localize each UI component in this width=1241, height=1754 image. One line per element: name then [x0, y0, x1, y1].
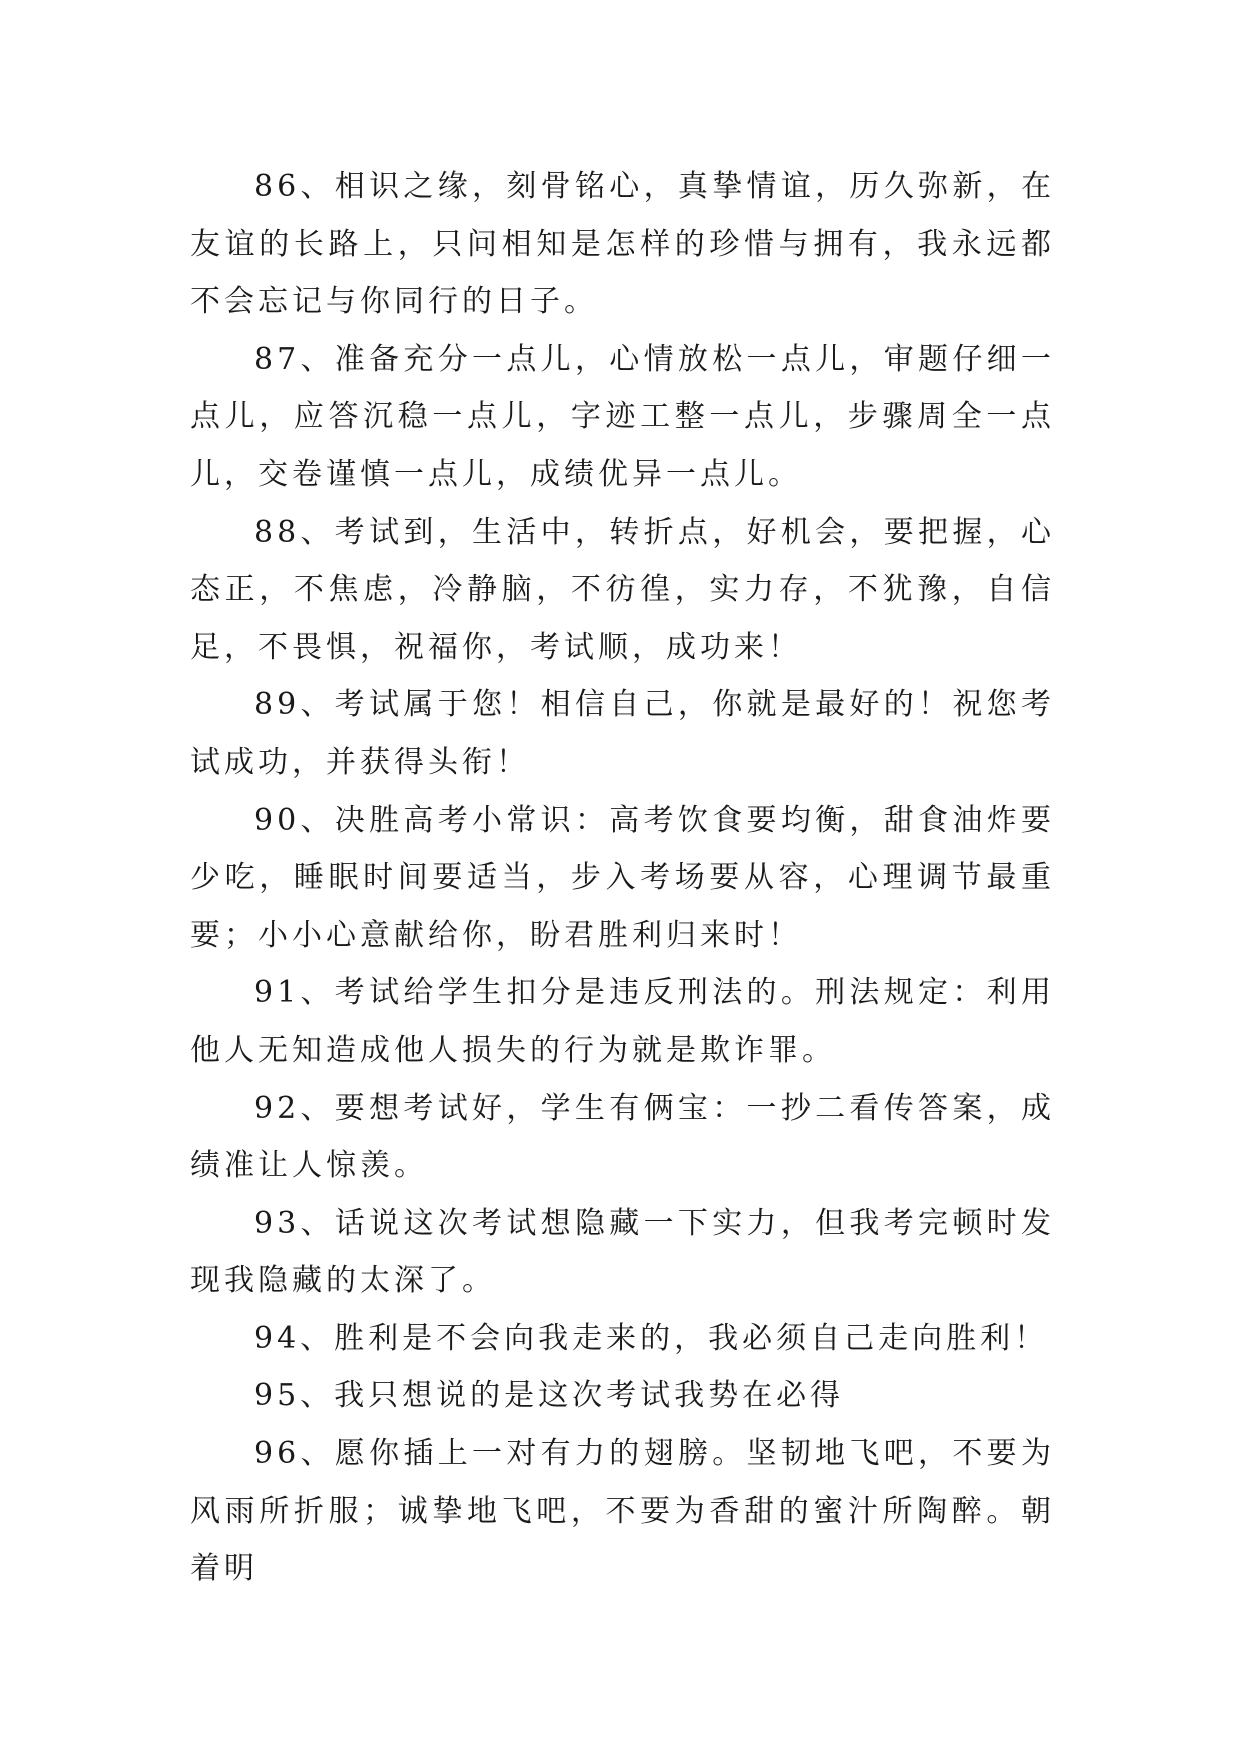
- paragraph-93: 93、话说这次考试想隐藏一下实力，但我考完顿时发现我隐藏的太深了。: [190, 1205, 1055, 1299]
- paragraph-94: 94、胜利是不会向我走来的，我必须自己走向胜利！: [254, 1320, 1049, 1356]
- paragraph-96: 96、愿你插上一对有力的翅膀。坚韧地飞吧，不要为风雨所折服；诚挚地飞吧，不要为香甜的蜜汁所陶醉。朝着明: [190, 1436, 1055, 1587]
- paragraph-90: 90、决胜高考小常识：高考饮食要均衡，甜食油炸要少吃，睡眠时间要适当，步入考场要从容，心理调节最重要；小小心意献给你，盼君胜利归来时！: [190, 802, 1055, 953]
- paragraph-89: 89、考试属于您！相信自己，你就是最好的！祝您考试成功，并获得头衔！: [190, 687, 1055, 780]
- paragraph-91: 91、考试给学生扣分是违反刑法的。刑法规定：利用他人无知造成他人损失的行为就是欺诈罪。: [190, 975, 1055, 1068]
- paragraph-88: 88、考试到，生活中，转折点，好机会，要把握，心态正，不焦虑，冷静脑，不彷徨，实力存，不犹豫，自信足，不畏惧，祝福你，考试顺，成功来！: [190, 514, 1055, 665]
- paragraph-92: 92、要想考试好，学生有俩宝：一抄二看传答案，成绩准让人惊羡。: [190, 1090, 1055, 1184]
- paragraph-95: 95、我只想说的是这次考试我势在必得: [254, 1378, 845, 1414]
- paragraph-87: 87、准备充分一点儿，心情放松一点儿，审题仔细一点儿，应答沉稳一点儿，字迹工整一点儿，步骤周全一点儿，交卷谨慎一点儿，成绩优异一点儿。: [190, 341, 1055, 492]
- paragraph-86: 86、相识之缘，刻骨铭心，真挚情谊，历久弥新，在友谊的长路上，只问相知是怎样的珍惜与拥有，我永远都不会忘记与你同行的日子。: [190, 169, 1055, 320]
- document-body: [190, 158, 1055, 1598]
